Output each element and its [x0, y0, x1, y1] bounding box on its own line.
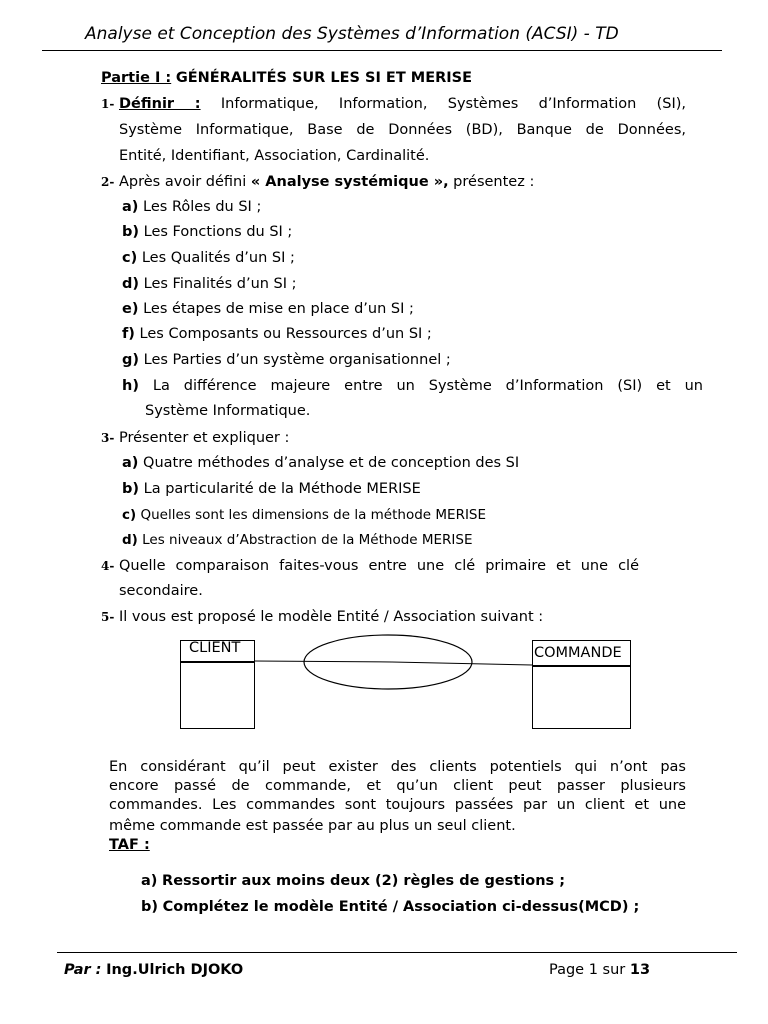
- q2-item-b-text: Les Fonctions du SI ;: [143, 224, 293, 240]
- context-line-4: même commande est passée par au plus un seul client.: [109, 818, 516, 834]
- entity-client-label: CLIENT: [189, 640, 241, 656]
- q2-item-g: [122, 350, 451, 370]
- q3-text: Présenter et expliquer :: [119, 430, 290, 446]
- q2-item-h: [122, 376, 703, 396]
- q3-number: 3-: [101, 431, 115, 445]
- association-link-right: [392, 662, 532, 665]
- taf-item-b: [141, 897, 639, 917]
- footer-rule: [57, 952, 737, 953]
- taf-label: [109, 835, 150, 855]
- q2-item-e-letter: e): [122, 301, 139, 317]
- q2-item-c: [122, 248, 295, 268]
- q1-line2: Système Informatique, Base de Données (BD), Banque de Données,: [119, 122, 686, 138]
- q1-number: 1-: [101, 97, 115, 111]
- entity-commande-body: [532, 665, 631, 729]
- q2-item-e: [122, 299, 414, 319]
- entity-client-body: [180, 661, 255, 729]
- q2-item-g-text: Les Parties d’un système organisationnel ;: [143, 352, 451, 368]
- q2-item-b-letter: b): [122, 224, 140, 240]
- q2-item-a-text: Les Rôles du SI ;: [143, 199, 262, 215]
- q3-item-c-letter: c): [122, 507, 137, 523]
- taf-item-b-letter: b): [141, 899, 159, 915]
- q2-item-e-text: Les étapes de mise en place d’un SI ;: [143, 301, 414, 317]
- q4-line2: secondaire.: [119, 583, 203, 599]
- q2-item-a-letter: a): [122, 199, 139, 215]
- taf-item-a-letter: a): [141, 873, 158, 889]
- q2-post: présentez :: [448, 174, 535, 190]
- q2-item-h-cont: Système Informatique.: [145, 403, 311, 419]
- q4-line1: Quelle comparaison faites-vous entre une clé primaire et une clé: [119, 558, 639, 574]
- footer-page-total: 13: [629, 962, 651, 978]
- q3-item-a: [122, 453, 519, 473]
- q2-item-c-letter: c): [122, 250, 138, 266]
- taf-label-text: TAF :: [109, 837, 150, 853]
- footer-author-name: Ing.Ulrich DJOKO: [106, 962, 244, 978]
- footer-page-prefix: Page 1 sur: [549, 962, 630, 978]
- q2-bold: « Analyse systémique »,: [250, 174, 449, 190]
- q3-item-a-text: Quatre méthodes d’analyse et de conception des SI: [143, 455, 520, 471]
- q2-item-f: [122, 324, 432, 344]
- taf-item-b-text: Complétez le modèle Entité / Association ci-dessus(MCD) ;: [162, 899, 640, 915]
- taf-item-a-text: Ressortir aux moins deux (2) règles de gestions ;: [162, 873, 566, 889]
- q3-item-b: [122, 479, 421, 499]
- q2-item-a: [122, 197, 261, 217]
- part-title: GÉNÉRALITÉS SUR LES SI ET MERISE: [175, 70, 473, 86]
- footer-par: Par :: [64, 962, 102, 978]
- context-line-2: encore passé de commande, et qu’un client peut passer plusieurs: [109, 778, 686, 794]
- q2-item-g-letter: g): [122, 352, 140, 368]
- q3-item-a-letter: a): [122, 455, 139, 471]
- context-line-3: commandes. Les commandes sont toujours passées par un client et une: [109, 797, 686, 813]
- footer-page-number: [549, 962, 650, 978]
- q2-text: [119, 172, 534, 192]
- q5-number: 5-: [101, 610, 115, 624]
- q2-item-d: [122, 274, 297, 294]
- q3-item-d: [122, 530, 473, 550]
- header-rule: [42, 50, 722, 51]
- q2-item-b: [122, 222, 292, 242]
- q2-item-c-text: Les Qualités d’un SI ;: [141, 250, 295, 266]
- q4-number: 4-: [101, 559, 115, 573]
- q3-item-d-letter: d): [122, 532, 138, 548]
- q3-item-b-text: La particularité de la Méthode MERISE: [143, 481, 421, 497]
- q1-line1: [119, 94, 686, 114]
- q3-item-c: [122, 505, 486, 525]
- q2-item-h-letter: h): [122, 378, 139, 394]
- q2-item-f-letter: f): [122, 326, 135, 342]
- q2-item-f-text: Les Composants ou Ressources d’un SI ;: [139, 326, 432, 342]
- q2-number: 2-: [101, 175, 115, 189]
- q1-line1-text: Informatique, Information, Systèmes d’Information (SI),: [220, 96, 686, 112]
- q1-lead: Définir :: [119, 96, 201, 112]
- q1-line3: Entité, Identifiant, Association, Cardinalité.: [119, 148, 430, 164]
- q3-item-c-text: Quelles sont les dimensions de la méthode MERISE: [140, 507, 487, 523]
- q3-item-d-text: Les niveaux d’Abstraction de la Méthode MERISE: [142, 532, 473, 548]
- q2-item-h-text: La différence majeure entre un Système d’Information (SI) et un: [152, 378, 703, 394]
- document-header-title: Analyse et Conception des Systèmes d’Information (ACSI) - TD: [85, 24, 619, 44]
- entity-association-diagram: [0, 625, 768, 755]
- q3-item-b-letter: b): [122, 481, 140, 497]
- association-link-left: [254, 661, 392, 662]
- part-heading: [101, 68, 472, 88]
- context-line-1: En considérant qu’il peut exister des clients potentiels qui n’ont pas: [109, 759, 686, 775]
- entity-commande-label: COMMANDE: [534, 645, 622, 661]
- q2-item-d-text: Les Finalités d’un SI ;: [143, 276, 297, 292]
- q2-pre: Après avoir défini: [119, 174, 251, 190]
- footer-author: [64, 962, 243, 978]
- part-label: Partie I :: [101, 70, 172, 86]
- taf-item-a: [141, 871, 565, 891]
- q2-item-d-letter: d): [122, 276, 140, 292]
- q5-text: Il vous est proposé le modèle Entité / Association suivant :: [119, 609, 544, 625]
